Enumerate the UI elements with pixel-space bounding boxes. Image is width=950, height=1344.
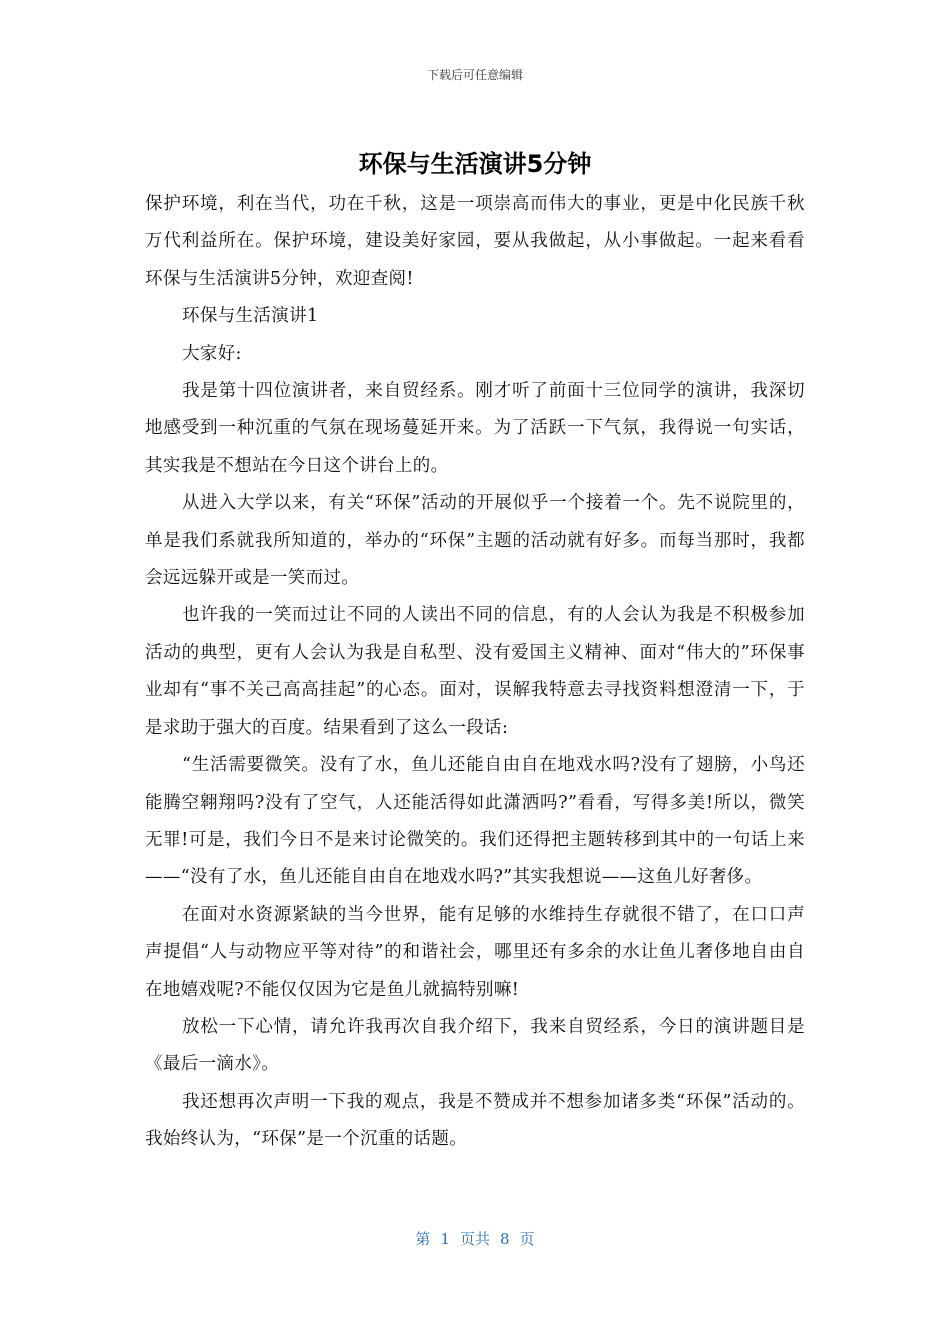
footer-suffix: 页	[519, 1230, 535, 1248]
quote-paragraph: “生活需要微笑。没有了水，鱼儿还能自由自在地戏水吗?没有了翅膀，小鸟还能腾空翱翔吗?没有了空气，人还能活得如此潇洒吗?”看看，写得多美!所以，微笑无罪!可是，我们今日不是来讨论微笑的。我们还得把主题转移到其中的一句话上来——“没有了水，鱼儿还能自由自在地戏水吗?”其实我想说——这鱼儿好奢侈。	[145, 755, 805, 888]
document-title: 环保与生活演讲5分钟	[358, 150, 592, 178]
greeting-paragraph: 大家好:	[182, 343, 242, 364]
footer-middle: 页共	[459, 1230, 490, 1248]
body-paragraph: 从进入大学以来，有关“环保”活动的开展似乎一个接着一个。先不说院里的，单是我们系就我所知道的，举办的“环保”主题的活动就有好多。而每当那时，我都会远远躲开或是一笑而过。	[145, 493, 805, 589]
footer-current-page: 1	[440, 1230, 450, 1248]
body-paragraph: 我还想再次声明一下我的观点，我是不赞成并不想参加诸多类“环保”活动的。我始终认为，“环保”是一个沉重的话题。	[145, 1091, 805, 1150]
section-heading: 环保与生活演讲1	[182, 306, 319, 327]
page-footer	[0, 1228, 950, 1249]
footer-prefix: 第	[415, 1230, 431, 1248]
body-paragraph: 在面对水资源紧缺的当今世界，能有足够的水维持生存就很不错了，在口口声声提倡“人与动物应平等对待”的和谐社会，哪里还有多余的水让鱼儿奢侈地自由自在地嬉戏呢?不能仅仅因为它是鱼儿就搞特别嘛!	[145, 904, 805, 1000]
body-paragraph: 我是第十四位演讲者，来自贸经系。刚才听了前面十三位同学的演讲，我深切地感受到一种沉重的气氛在现场蔓延开来。为了活跃一下气氛，我得说一句实话，其实我是不想站在今日这个讲台上的。	[145, 381, 805, 476]
document-body	[145, 186, 805, 1159]
footer-total-pages: 8	[500, 1230, 510, 1248]
intro-paragraph: 保护环境，利在当代，功在千秋，这是一项崇高而伟大的事业，更是中化民族千秋万代利益所在。保护环境，建设美好家园，要从我做起，从小事做起。一起来看看环保与生活演讲5分钟，欢迎查阅!	[145, 194, 805, 289]
page-header-note: 下载后可任意编辑	[426, 68, 523, 82]
body-paragraph: 放松一下心情，请允许我再次自我介绍下，我来自贸经系，今日的演讲题目是《最后一滴水》。	[145, 1016, 805, 1075]
body-paragraph: 也许我的一笑而过让不同的人读出不同的信息，有的人会认为我是不积极参加活动的典型，更有人会认为我是自私型、没有爱国主义精神、面对“伟大的”环保事业却有“事不关己高高挂起”的心态。面对，误解我特意去寻找资料想澄清一下，于是求助于强大的百度。结果看到了这么一段话:	[145, 605, 805, 738]
